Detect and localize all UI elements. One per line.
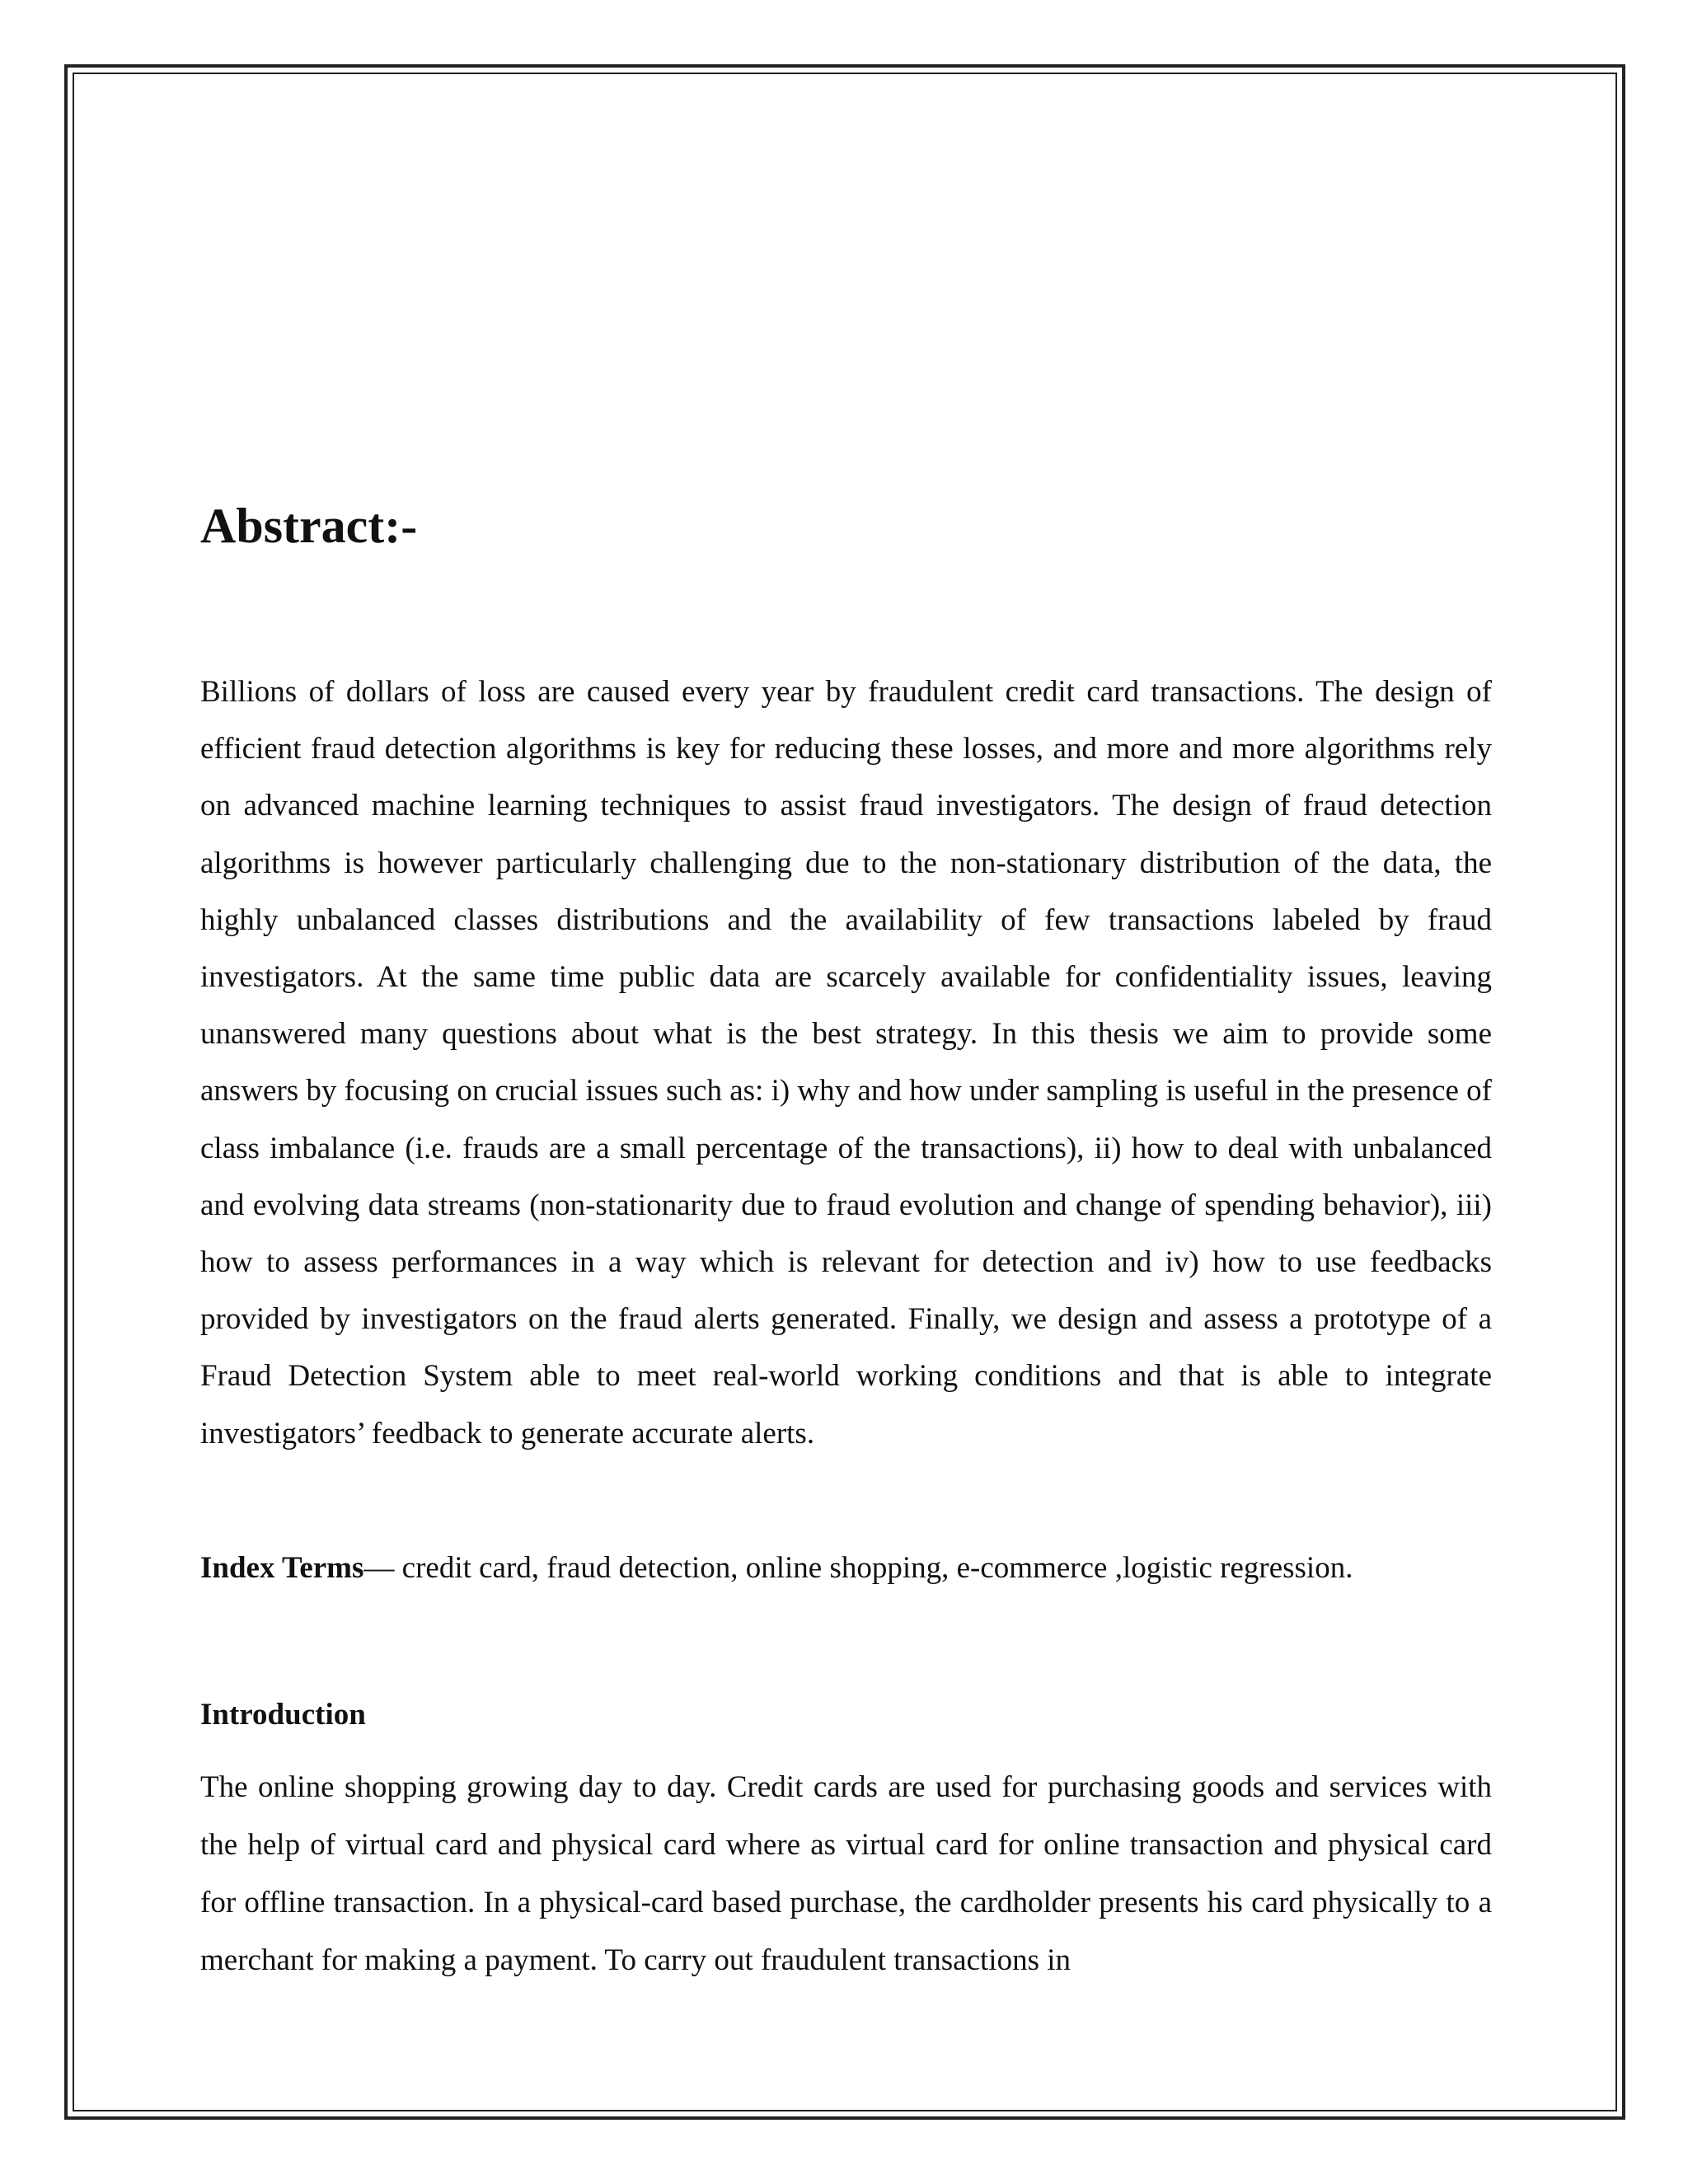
- introduction-paragraph: The online shopping growing day to day. Credit cards are used for purchasing goods and services with the help of virtual card and physical card where as virtual card for online transaction and physical card for offline transaction. In a physical-card based purchase, the cardholder presents his card physically to a merchant for making a payment. To carry out fraudulent transactions in: [200, 1770, 1492, 1977]
- abstract-heading: Abstract:-: [200, 499, 418, 553]
- introduction-heading: Introduction: [200, 1698, 366, 1732]
- index-terms-text: — credit card, fraud detection, online shopping, e-commerce ,logistic regression.: [363, 1551, 1353, 1585]
- abstract-paragraph: Billions of dollars of loss are caused every year by fraudulent credit card transactions. The design of efficient fraud detection algorithms is key for reducing these losses, and more and more algorithms rely on advanced machine learning techniques to assist fraud investigators. The design of fraud detection algorithms is however particularly challenging due to the non-stationary distribution of the data, the highly unbalanced classes distributions and the availability of few transactions labeled by fraud investigators. At the same time public data are scarcely available for confidentiality issues, leaving unanswered many questions about what is the best strategy. In this thesis we aim to provide some answers by focusing on crucial issues such as: i) why and how under sampling is useful in the presence of class imbalance (i.e. frauds are a small percentage of the transactions), ii) how to deal with unbalanced and evolving data streams (non-stationarity due to fraud evolution and change of spending behavior), iii) how to assess performances in a way which is relevant for detection and iv) how to use feedbacks provided by investigators on the fraud alerts generated. Finally, we design and assess a prototype of a Fraud Detection System able to meet real-world working conditions and that is able to integrate investigators’ feedback to generate accurate alerts.: [200, 675, 1493, 1451]
- index-terms: [200, 1541, 1492, 1596]
- index-terms-label: Index Terms: [200, 1551, 364, 1585]
